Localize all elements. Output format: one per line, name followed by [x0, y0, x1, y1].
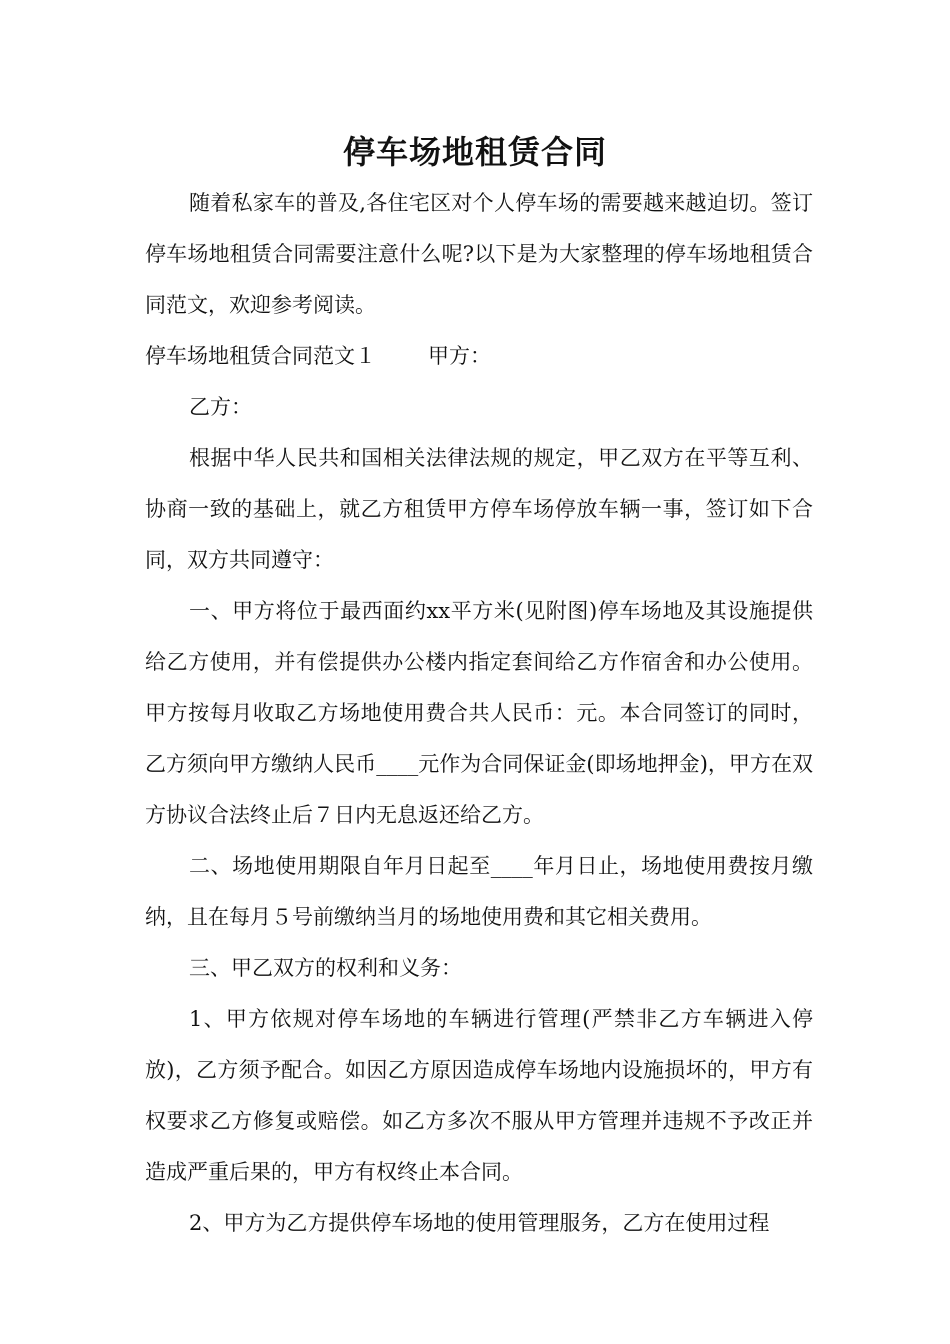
item-2-paragraph: 2、甲方为乙方提供停车场地的使用管理服务，乙方在使用过程: [189, 1211, 770, 1235]
sample-heading: 停车场地租赁合同范文１: [145, 344, 376, 368]
item-1-paragraph: 1、甲方依规对停车场地的车辆进行管理(严禁非乙方车辆进入停放)，乙方须予配合。如因乙方原因造成停车场地内设施损坏的，甲方有权要求乙方修复或赔偿。如乙方多次不服从甲方管理并违规不予改正并造成严重后果的，甲方有权终止本合同。: [145, 1007, 813, 1184]
clause-2-paragraph: 二、场地使用期限自年月日起至____年月日止，场地使用费按月缴纳，且在每月５号前缴纳当月的场地使用费和其它相关费用。: [145, 854, 813, 929]
document-body: [145, 178, 813, 1249]
clause-1-paragraph: 一、甲方将位于最西面约xx平方米(见附图)停车场地及其设施提供给乙方使用，并有偿提供办公楼内指定套间给乙方作宿舍和办公使用。甲方按每月收取乙方场地使用费合共人民币：元。本合同签订的同时，乙方须向甲方缴纳人民币____元作为合同保证金(即场地押金)，甲方在双方协议合法终止后７日内无息返还给乙方。: [145, 599, 813, 827]
document-title: 停车场地租赁合同: [342, 133, 607, 171]
preamble-paragraph: 根据中华人民共和国相关法律法规的规定，甲乙双方在平等互利、协商一致的基础上，就乙方租赁甲方停车场停放车辆一事，签订如下合同，双方共同遵守：: [145, 446, 813, 572]
intro-paragraph: 随着私家车的普及,各住宅区对个人停车场的需要越来越迫切。签订停车场地租赁合同需要注意什么呢?以下是为大家整理的停车场地租赁合同范文，欢迎参考阅读。: [145, 191, 813, 317]
sample-heading-line: [145, 331, 813, 382]
clause-3-heading: 三、甲乙双方的权利和义务：: [189, 956, 462, 980]
party-b-label: 乙方：: [189, 395, 252, 419]
party-a-label: 甲方：: [428, 344, 491, 368]
